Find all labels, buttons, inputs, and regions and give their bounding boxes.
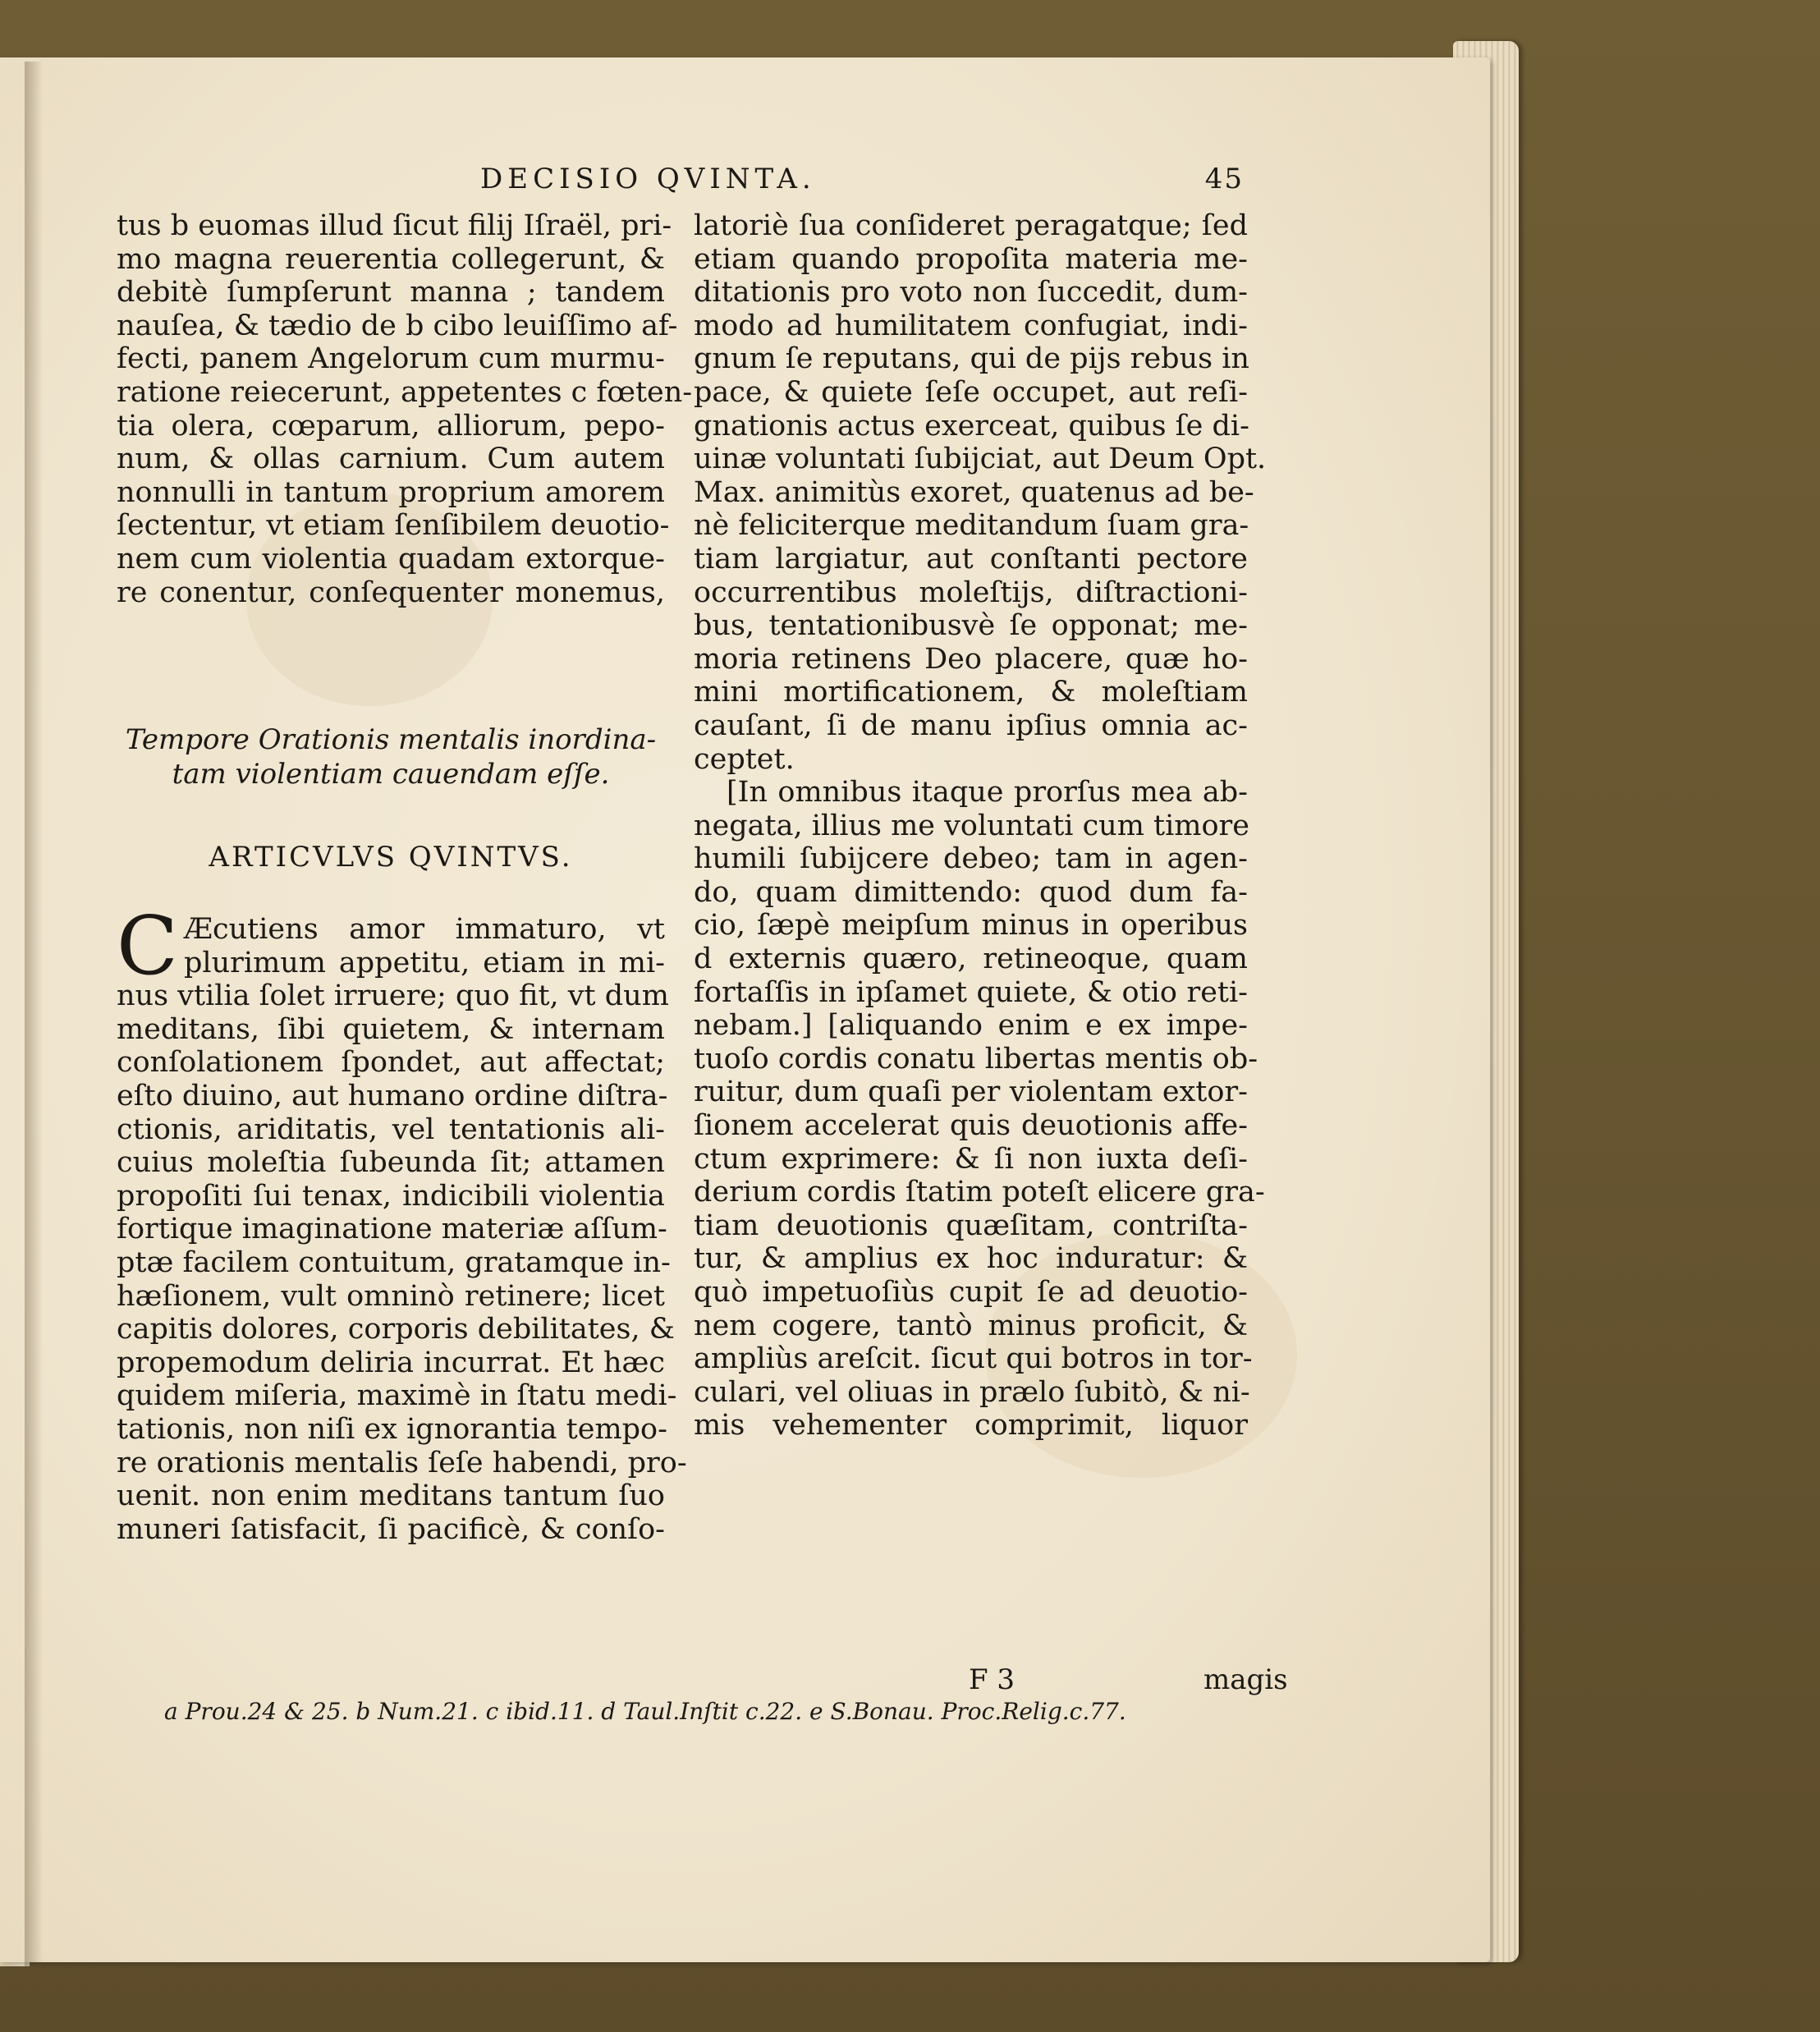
right-column xyxy=(694,209,1267,1443)
text-line: tuoſo cordis conatu libertas mentis ob- xyxy=(694,1042,1258,1076)
text-line: propemodum deliria incurrat. Et hæc xyxy=(117,1346,665,1379)
text-line: cauſant, ſi de manu ipſius omnia ac- xyxy=(694,709,1248,742)
page-number: 45 xyxy=(1204,163,1244,195)
text-line: humili ſubijcere debeo; tam in agen- xyxy=(694,842,1248,876)
text-line: moria retinens Deo placere, quæ ho- xyxy=(694,642,1248,676)
text-line: hæſionem, vult omninò retinere; licet xyxy=(117,1279,665,1313)
text-line: tur, & amplius ex hoc induratur: & xyxy=(694,1242,1248,1276)
section-heading-line: Tempore Orationis mentalis inordina- xyxy=(125,723,657,756)
text-line: propoſiti ſui tenax, indicibili violentia xyxy=(117,1179,665,1213)
catchword: magis xyxy=(1203,1663,1288,1696)
left-column-top xyxy=(117,209,693,609)
text-line: ceptet. xyxy=(694,742,795,776)
text-line: uenit. non enim meditans tantum ſuo xyxy=(117,1479,665,1513)
text-line: ditationis pro voto non ſuccedit, dum- xyxy=(694,276,1248,310)
text-line: capitis dolores, corporis debilitates, & xyxy=(117,1313,675,1346)
text-line: cio, ſæpè meipſum minus in operibus xyxy=(694,909,1248,943)
section-heading xyxy=(117,722,665,791)
text-line: quidem miſeria, maximè in ſtatu medi- xyxy=(117,1379,677,1413)
text-line: uinæ voluntati ſubijciat, aut Deum Opt. xyxy=(694,443,1267,476)
text-line: ptæ facilem contuitum, gratamque in- xyxy=(117,1245,671,1279)
text-line: Æcutiens amor immaturo, vt xyxy=(184,913,665,946)
text-line: mini mortificationem, & moleſtiam xyxy=(694,676,1248,709)
text-line: nem cogere, tantò minus proficit, & xyxy=(694,1309,1248,1342)
footnotes: a Prou.24 & 25. b Num.21. c ibid.11. d Taul.Inſtit c.22. e S.Bonau. Proc.Relig.c.77. xyxy=(164,1698,1126,1725)
text-line: derium cordis ſtatim poteſt elicere gra- xyxy=(694,1176,1265,1209)
running-head xyxy=(480,163,1244,202)
text-line: modo ad humilitatem confugiat, indi- xyxy=(694,309,1248,342)
text-line: bus, tentationibusvè ſe opponat; me- xyxy=(694,609,1248,643)
text-line: cuius moleſtia ſubeunda ſit; attamen xyxy=(117,1146,665,1180)
text-line: ampliùs areſcit. ſicut qui botros in tor- xyxy=(694,1342,1253,1376)
text-line: num, & ollas carnium. Cum autem xyxy=(117,443,665,476)
text-line: debitè ſumpſerunt manna ; tandem xyxy=(117,276,665,310)
text-line: etiam quando propoſita materia me- xyxy=(694,242,1248,276)
text-line: ratione reiecerunt, appetentes c fœten- xyxy=(117,375,693,409)
article-heading: ARTICVLVS QVINTVS. xyxy=(209,841,573,874)
text-line: latoriè ſua conſideret peragatque; ſed xyxy=(694,209,1248,242)
text-line: ruitur, dum quaſi per violentam extor- xyxy=(694,1076,1248,1109)
section-heading-line: tam violentiam cauendam eſſe. xyxy=(172,758,610,791)
text-line: conſolationem ſpondet, aut affectat; xyxy=(117,1046,665,1080)
running-head-title: DECISIO QVINTA. xyxy=(480,163,816,195)
text-line: culari, vel oliuas in prælo ſubitò, & ni- xyxy=(694,1375,1250,1409)
drop-cap: C xyxy=(117,900,178,993)
text-line: Max. animitùs exoret, quatenus ad be- xyxy=(694,475,1254,509)
text-line: gnationis actus exerceat, quibus ſe di- xyxy=(694,409,1249,443)
text-line: negata, illius me voluntati cum timore xyxy=(694,809,1249,842)
text-line: mis vehementer comprimit, liquor xyxy=(694,1409,1248,1443)
text-line: nem cum violentia quadam extorque- xyxy=(117,542,665,576)
text-line: tiam largiatur, aut conſtanti pectore xyxy=(694,542,1248,576)
text-line: re conentur, conſequenter monemus, xyxy=(117,576,665,609)
text-line: ctionis, ariditatis, vel tentationis ali- xyxy=(117,1112,665,1146)
left-column-body xyxy=(117,913,687,1546)
text-line: gnum ſe reputans, qui de pijs rebus in xyxy=(694,342,1249,376)
text-line: d externis quæro, retineoque, quam xyxy=(694,943,1248,976)
text-line: tus b euomas illud ſicut filij Iſraël, pri- xyxy=(117,209,672,242)
text-line: muneri ſatisfacit, ſi pacificè, & conſo- xyxy=(117,1512,665,1546)
text-line: tia olera, cœparum, alliorum, pepo- xyxy=(117,409,665,443)
text-line: nè feliciterque meditandum ſuam gra- xyxy=(694,509,1249,543)
text-line: tiam deuotionis quæſitam, contriſta- xyxy=(694,1209,1248,1242)
text-line: nonnulli in tantum proprium amorem xyxy=(117,475,665,509)
text-line: fecti, panem Angelorum cum murmu- xyxy=(117,342,665,376)
text-line: meditans, ſibi quietem, & internam xyxy=(117,1012,665,1046)
text-line: nus vtilia ſolet irruere; quo fit, vt dum xyxy=(117,979,669,1013)
text-line: nauſea, & tædio de b cibo leuiſſimo af- xyxy=(117,309,678,342)
text-line: quò impetuoſiùs cupit ſe ad deuotio- xyxy=(694,1276,1248,1309)
text-line: do, quam dimittendo: quod dum fa- xyxy=(694,875,1248,909)
gutter-shadow xyxy=(25,62,43,1966)
text-line: plurimum appetitu, etiam in mi- xyxy=(184,946,665,979)
text-line: nebam.] [aliquando enim e ex impe- xyxy=(694,1009,1248,1043)
text-line: eſto diuino, aut humano ordine diſtra- xyxy=(117,1079,668,1112)
text-line: ſectentur, vt etiam ſenſibilem deuotio- xyxy=(117,509,670,543)
text-line: pace, & quiete ſeſe occupet, aut reſi- xyxy=(694,375,1248,409)
text-line: tationis, non niſi ex ignorantia tempo- xyxy=(117,1412,667,1446)
text-line: fortique imaginatione materiæ aſſum- xyxy=(117,1213,667,1246)
text-line: occurrentibus moleſtijs, diſtractioni- xyxy=(694,576,1248,609)
text-line: [In omnibus itaque prorſus mea ab- xyxy=(727,776,1248,810)
text-line: fortaſſis in ipſamet quiete, & otio reti- xyxy=(694,975,1248,1009)
text-line: mo magna reuerentia collegerunt, & xyxy=(117,242,665,276)
text-line: ctum exprimere: & ſi non iuxta deſi- xyxy=(694,1142,1248,1176)
text-line: re orationis mentalis ſeſe habendi, pro- xyxy=(117,1446,687,1479)
signature-mark: F 3 xyxy=(969,1663,1015,1696)
text-line: ſionem accelerat quis deuotionis affe- xyxy=(694,1109,1248,1143)
